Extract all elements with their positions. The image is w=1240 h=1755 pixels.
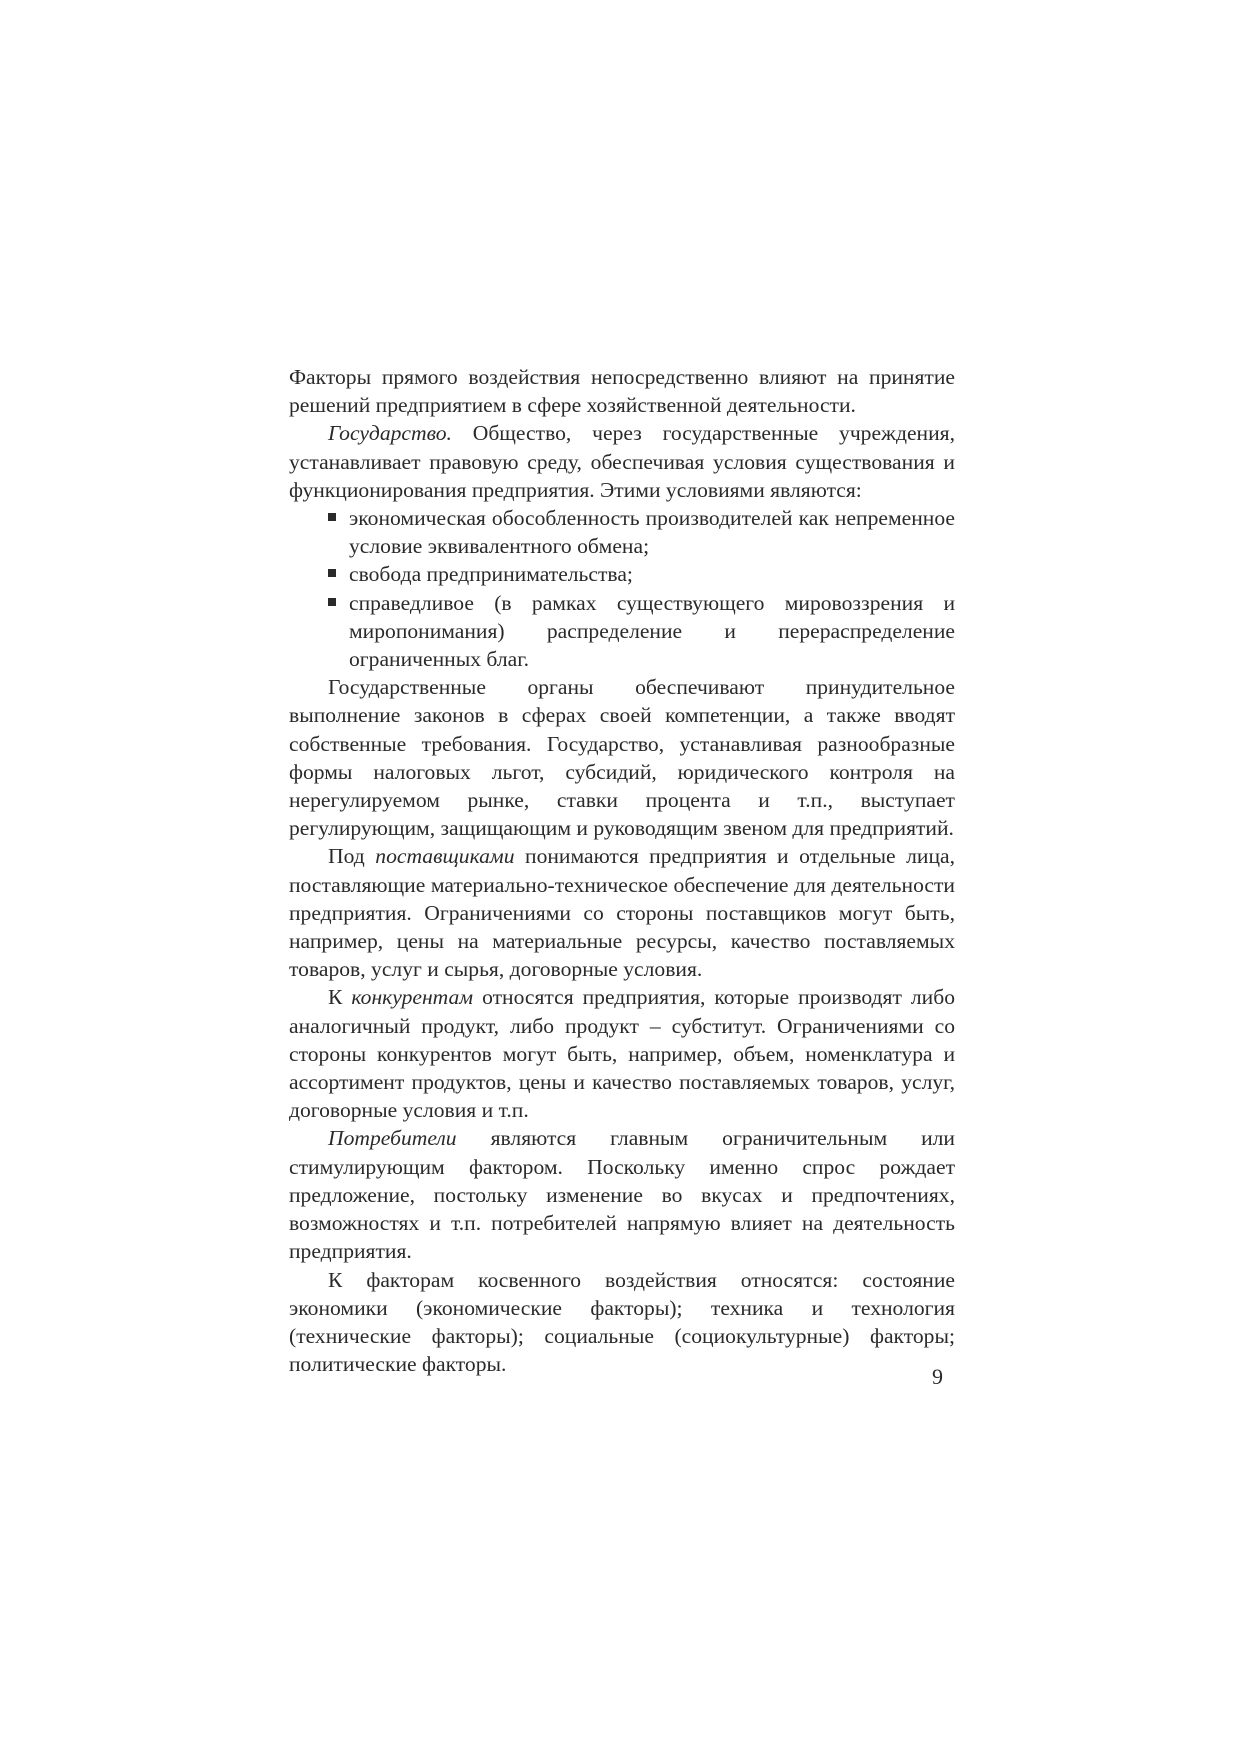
paragraph-consumers-text: являются главным ограничительным или стимулирующим фактором. Поскольку именно спрос рождает предложение, постольку изменение во вкусах и предпочтениях, возможностях и т.п. потребителей напрямую влияет на деятельность предприятия. <box>289 1126 955 1264</box>
paragraph-competitors-pre: К <box>328 985 352 1010</box>
conditions-list <box>289 504 955 673</box>
paragraph-state-text: Общество, через государственные учреждения, устанавливает правовую среду, обеспечивая условия существования и функционирования предприятия. Этими условиями являются: <box>289 421 955 502</box>
paragraph-direct-factors: Факторы прямого воздействия непосредственно влияют на принятие решений предприятием в сфере хозяйственной деятельности. <box>289 365 955 418</box>
list-item: экономическая обособленность производителей как непременное условие эквивалентного обмена; <box>349 504 955 560</box>
list-item: свобода предпринимательства; <box>349 560 955 588</box>
paragraph-competitors <box>289 983 955 1124</box>
term-competitors: конкурентам <box>351 985 474 1010</box>
paragraph-suppliers-pre: Под <box>328 844 376 869</box>
paragraph-government-bodies: Государственные органы обеспечивают принудительное выполнение законов в сферах своей компетенции, а также вводят собственные требования. Государство, устанавливая разнообразные формы налоговых льгот, субсидий, юридического контроля на нерегулируемом рынке, ставки процента и т.п., выступает регулирующим, защищающим и руководящим звеном для предприятий. <box>289 675 955 841</box>
page-body <box>289 363 955 1378</box>
paragraph-consumers <box>289 1124 955 1265</box>
term-suppliers: поставщиками <box>375 844 515 869</box>
term-consumers: Потребители <box>328 1126 457 1151</box>
term-state: Государство. <box>328 421 452 446</box>
page-number: 9 <box>932 1364 943 1389</box>
paragraph-suppliers <box>289 842 955 983</box>
paragraph-indirect-factors: К факторам косвенного воздействия относятся: состояние экономики (экономические факторы); техника и технология (технические факторы); социальные (социокультурные) факторы; политические факторы. <box>289 1267 955 1377</box>
paragraph-suppliers-text: понимаются предприятия и отдельные лица, поставляющие материально-техническое обеспечение для деятельности предприятия. Ограничениями со стороны поставщиков могут быть, например, цены на материальные ресурсы, качество поставляемых товаров, услуг и сырья, договорные условия. <box>289 844 955 982</box>
paragraph-competitors-text: относятся предприятия, которые производят либо аналогичный продукт, либо продукт – субститут. Ограничениями со стороны конкурентов могут быть, например, объем, номенклатура и ассортимент продуктов, цены и качество поставляемых товаров, услуг, договорные условия и т.п. <box>289 985 955 1123</box>
list-item: справедливое (в рамках существующего мировоззрения и миропонимания) распределение и перераспределение ограниченных благ. <box>349 589 955 674</box>
paragraph-state <box>289 419 955 504</box>
